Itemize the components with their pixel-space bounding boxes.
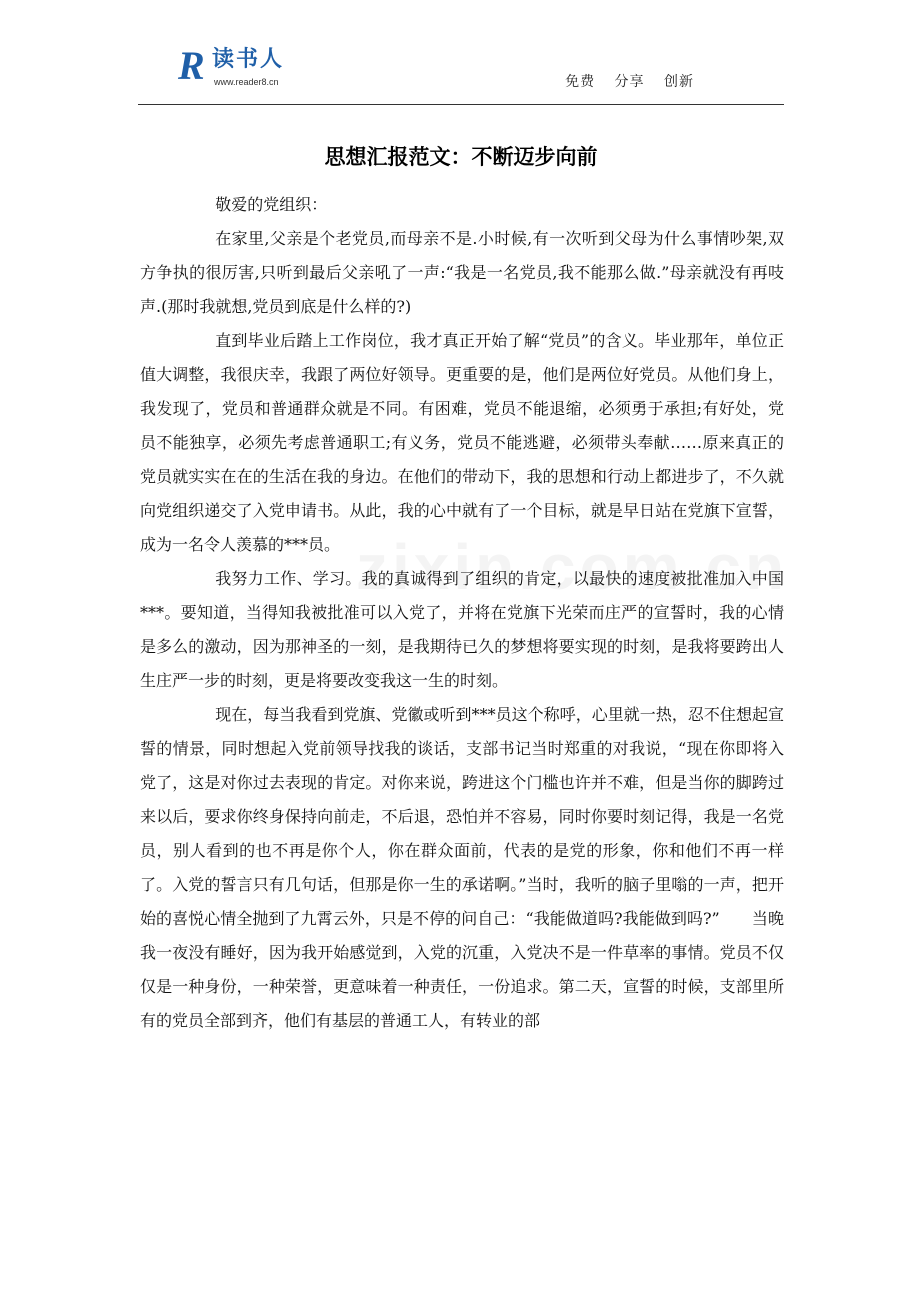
- document-title: 思想汇报范文：不断迈步向前: [324, 145, 598, 169]
- header-divider: [138, 104, 784, 105]
- slogan-innovate: 创新: [664, 74, 694, 90]
- slogan-share: 分享: [614, 74, 645, 90]
- slogan-free: 免费: [565, 74, 596, 90]
- logo-url: www.reader8.cn: [214, 77, 279, 87]
- greeting: 敬爱的党组织：: [215, 195, 328, 214]
- logo-name: 读书人: [212, 47, 285, 72]
- paragraph: 在家里,父亲是个老党员,而母亲不是.小时候,有一次听到父母为什么事情吵架,双方争执的很厉害,只听到最后父亲吼了一声:“我是一名党员,我不能那么做.”母亲就没有再吱声.(那时我就想,党员到底是什么样的?): [140, 229, 784, 316]
- header-slogan: [551, 72, 694, 92]
- paragraph: 我努力工作、学习。我的真诚得到了组织的肯定，以最快的速度被批准加入中国***。要知道，当得知我被批准可以入党了，并将在党旗下光荣而庄严的宣誓时，我的心情是多么的激动，因为那神圣的一刻，是我期待已久的梦想将要实现的时刻，是我将要跨出人生庄严一步的时刻，更是将要改变我这一生的时刻。: [140, 569, 784, 690]
- paragraph: 直到毕业后踏上工作岗位，我才真正开始了解“党员”的含义。毕业那年，单位正值大调整，我很庆幸，我跟了两位好领导。更重要的是，他们是两位好党员。从他们身上，我发现了，党员和普通群众就是不同。有困难，党员不能退缩，必须勇于承担;有好处，党员不能独享，必须先考虑普通职工;有义务，党员不能逃避，必须带头奉献……原来真正的党员就实实在在的生活在我的身边。在他们的带动下，我的思想和行动上都进步了，不久就向党组织递交了入党申请书。从此，我的心中就有了一个目标，就是早日站在党旗下宣誓，成为一名令人羡慕的***员。: [140, 331, 784, 554]
- logo-letter: R: [178, 43, 205, 88]
- paragraph: 现在，每当我看到党旗、党徽或听到***员这个称呼，心里就一热，忍不住想起宣誓的情景，同时想起入党前领导找我的谈话，支部书记当时郑重的对我说，“现在你即将入党了，这是对你过去表现的肯定。对你来说，跨进这个门槛也许并不难，但是当你的脚跨过来以后，要求你终身保持向前走，不后退，恐怕并不容易，同时你要时刻记得，我是一名党员，别人看到的也不再是你个人，你在群众面前，代表的是党的形象，你和他们不再一样了。入党的誓言只有几句话，但那是你一生的承诺啊。”当时，我听的脑子里嗡的一声，把开始的喜悦心情全抛到了九霄云外，只是不停的问自己：“我能做道吗?我能做到吗?” 当晚我一夜没有睡好，因为我开始感觉到，入党的沉重，入党决不是一件草率的事情。党员不仅仅是一种身份，一种荣誉，更意味着一种责任，一份追求。第二天，宣誓的时候，支部里所有的党员全部到齐，他们有基层的普通工人，有转业的部: [140, 705, 784, 1030]
- site-logo[interactable]: [178, 44, 338, 94]
- page-header: [138, 38, 784, 104]
- document-body: [140, 188, 784, 1038]
